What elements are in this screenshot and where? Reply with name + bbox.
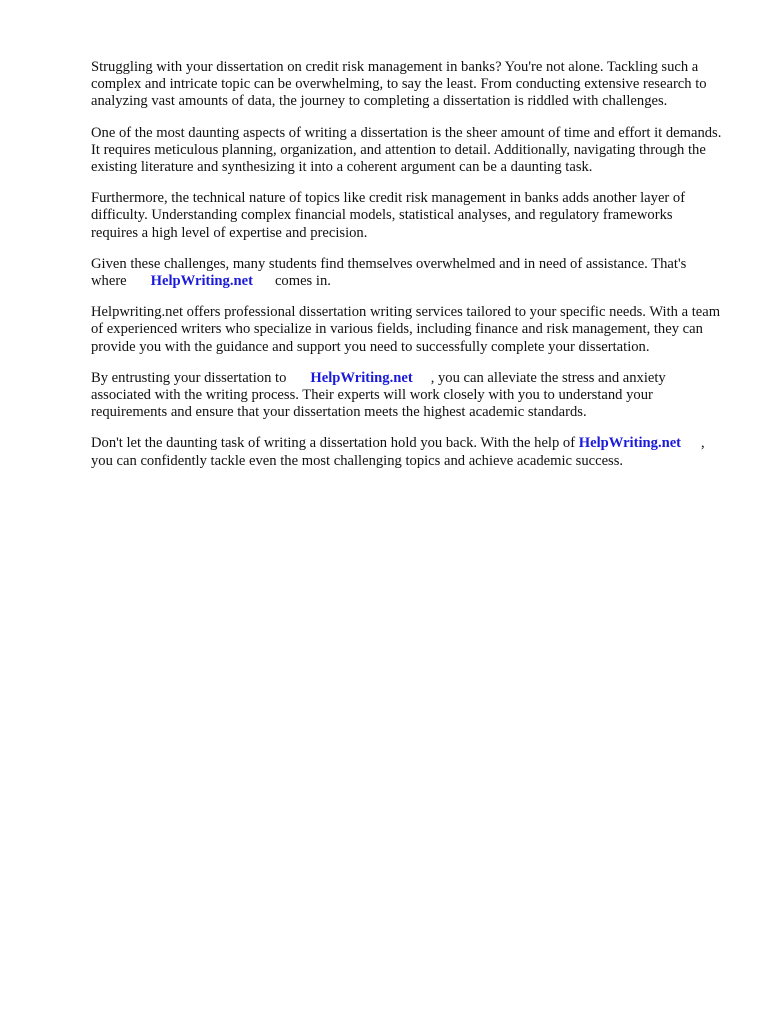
document-page xyxy=(91,59,723,484)
paragraph-closing xyxy=(91,435,723,469)
paragraph-services: Helpwriting.net offers professional dissertation writing services tailored to your specific needs. With a team of experienced writers who specialize in various fields, including finance and risk management, they can provide you with the guidance and support you need to successfully complete your dissertation. xyxy=(91,304,721,355)
paragraph-text: Given these challenges, many students find themselves overwhelmed and in need of assistance. That's where xyxy=(91,255,687,290)
paragraph-text: , you can confidently tackle even the most challenging topics and achieve academic success. xyxy=(91,435,705,469)
paragraph-challenges: One of the most daunting aspects of writing a dissertation is the sheer amount of time and effort it demands. It requires meticulous planning, organization, and attention to detail. Additionally, navigating through the existing literature and synthesizing it into a coherent argument can be a daunting task. xyxy=(91,124,722,176)
helpwriting-link[interactable]: HelpWriting.net xyxy=(150,273,253,290)
helpwriting-link[interactable]: HelpWriting.net xyxy=(310,369,413,386)
paragraph-text: Don't let the daunting task of writing a dissertation hold you back. With the help of xyxy=(91,435,576,452)
paragraph-text: By entrusting your dissertation to xyxy=(91,369,287,386)
paragraph-text: comes in. xyxy=(274,273,331,290)
paragraph-assistance xyxy=(91,256,723,290)
paragraph-intro: Struggling with your dissertation on credit risk management in banks? You're not alone. Tackling such a complex and intricate topic can be overwhelming, to say the least. From conducting extensive research to analyzing vast amounts of data, the journey to completing a dissertation is riddled with challenges. xyxy=(91,59,707,110)
paragraph-entrusting xyxy=(91,370,723,422)
helpwriting-link[interactable]: HelpWriting.net xyxy=(578,435,682,452)
paragraph-text: , you can alleviate the stress and anxiety associated with the writing process. Their experts will work closely with you to understand your requirements and ensure that your dissertation meets the highest academic standards. xyxy=(91,369,666,421)
paragraph-technical: Furthermore, the technical nature of topics like credit risk management in banks adds another layer of difficulty. Understanding complex financial models, statistical analyses, and regulatory frameworks requires a high level of expertise and precision. xyxy=(91,190,686,241)
